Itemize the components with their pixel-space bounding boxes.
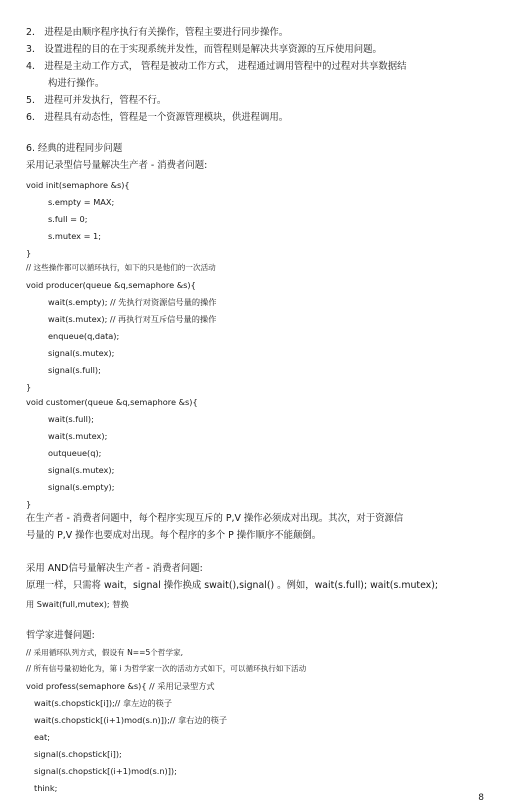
text-line: think; bbox=[34, 783, 58, 793]
text-line: } bbox=[26, 248, 32, 258]
text-line: signal(s.empty); bbox=[48, 482, 115, 492]
text-line: signal(s.mutex); bbox=[48, 465, 115, 475]
text-line: 5． 进程可并发执行，管程不行。 bbox=[26, 95, 167, 106]
text-line: void producer(queue &q,semaphore &s){ bbox=[26, 280, 196, 290]
text-line: signal(s.chopstick[(i+1)mod(s.n)]); bbox=[34, 766, 177, 776]
text-line: s.mutex = 1; bbox=[48, 231, 102, 241]
text-line: 号量的 P,V 操作也要成对出现。每个程序的多个 P 操作顺序不能颠倒。 bbox=[26, 530, 322, 541]
text-line: 在生产者 - 消费者问题中，每个程序实现互斥的 P,V 操作必须成对出现。其次，对于资源信 bbox=[26, 513, 404, 524]
text-line: s.empty = MAX; bbox=[48, 197, 115, 207]
text-line: wait(s.mutex); bbox=[48, 431, 108, 441]
text-line: signal(s.mutex); bbox=[48, 348, 115, 358]
text-line: 6. 经典的进程同步问题 bbox=[26, 143, 123, 154]
text-line: 构进行操作。 bbox=[48, 78, 105, 89]
text-line: // 所有信号量初始化为，第 i 为哲学家一次的活动方式如下，可以循环执行如下活动 bbox=[26, 664, 307, 673]
text-line: enqueue(q,data); bbox=[48, 331, 120, 341]
text-line: } bbox=[26, 499, 32, 509]
page-number: 8 bbox=[478, 793, 484, 803]
text-line: void profess(semaphore &s){ // 采用记录型方式 bbox=[26, 681, 215, 691]
text-line: wait(s.full); bbox=[48, 414, 94, 424]
text-line: 3． 设置进程的目的在于实现系统并发性，而管程则是解决共享资源的互斥使用问题。 bbox=[26, 44, 382, 55]
text-line: 6． 进程具有动态性，管程是一个资源管理模块，供进程调用。 bbox=[26, 112, 289, 123]
text-line: // 采用循环队列方式，假设有 N==5个哲学家, bbox=[26, 648, 184, 657]
text-line: // 这些操作都可以循环执行，如下的只是他们的一次活动 bbox=[26, 263, 216, 272]
text-line: s.full = 0; bbox=[48, 214, 88, 224]
text-line: 采用记录型信号量解决生产者 - 消费者问题: bbox=[26, 160, 208, 171]
text-line: 原理一样，只需将 wait，signal 操作换成 swait(),signal() 。例如，wait(s.full); wait(s.mutex); bbox=[26, 580, 439, 591]
text-line: } bbox=[26, 382, 32, 392]
text-line: 用 Swait(full,mutex); 替换 bbox=[26, 599, 129, 609]
text-line: wait(s.chopstick[(i+1)mod(s.n)]);// 拿右边的筷子 bbox=[34, 715, 228, 725]
text-line: signal(s.full); bbox=[48, 365, 101, 375]
text-line: eat; bbox=[34, 732, 51, 742]
text-line: wait(s.empty); // 先执行对资源信号量的操作 bbox=[48, 297, 217, 307]
text-line: 4． 进程是主动工作方式， 管程是被动工作方式， 进程通过调用管程中的过程对共享数据结 bbox=[26, 61, 407, 72]
text-line: wait(s.mutex); // 再执行对互斥信号量的操作 bbox=[48, 314, 217, 324]
text-line: signal(s.chopstick[i]); bbox=[34, 749, 122, 759]
text-line: void init(semaphore &s){ bbox=[26, 180, 130, 190]
text-line: 哲学家进餐问题: bbox=[26, 630, 95, 641]
text-line: void customer(queue &q,semaphore &s){ bbox=[26, 397, 198, 407]
text-line: outqueue(q); bbox=[48, 448, 102, 458]
text-line: 2． 进程是由顺序程序执行有关操作，管程主要进行同步操作。 bbox=[26, 27, 289, 38]
text-line: 采用 AND信号量解决生产者 - 消费者问题: bbox=[26, 563, 203, 574]
text-line: wait(s.chopstick[i]);// 拿左边的筷子 bbox=[34, 698, 173, 708]
